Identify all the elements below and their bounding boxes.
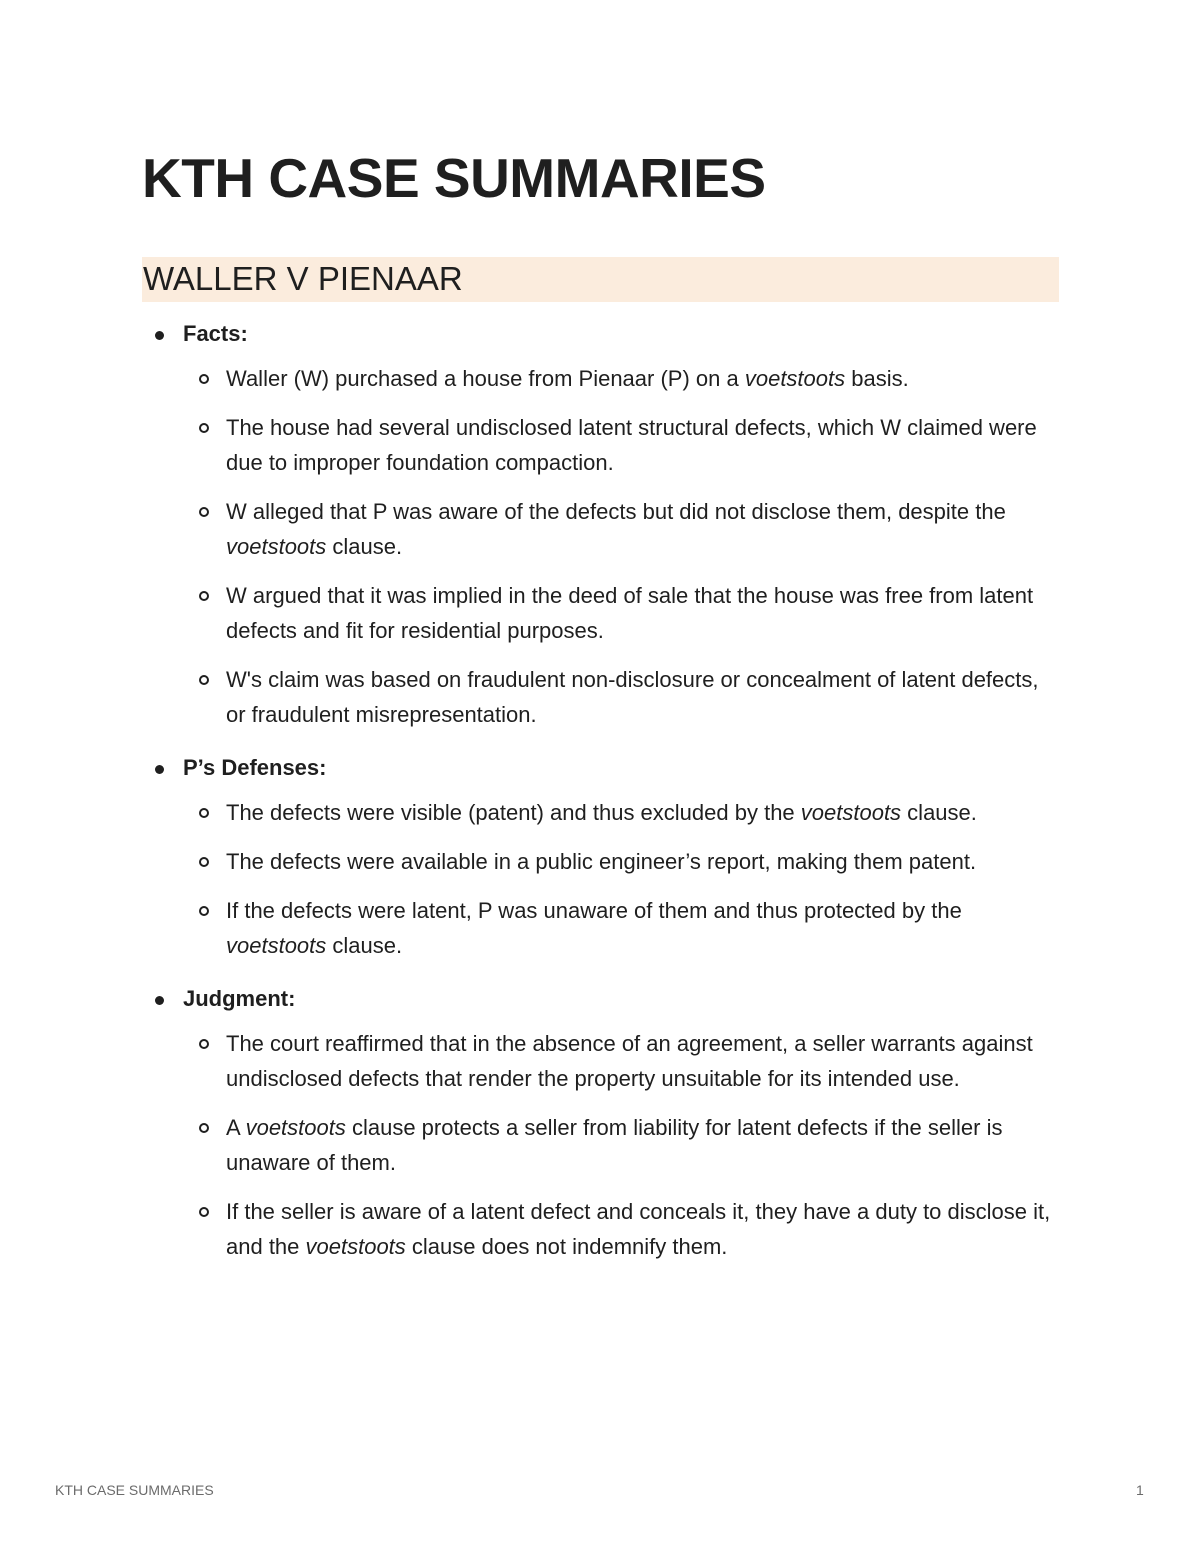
list-item [183,662,1060,732]
item-text: clause. [326,534,403,559]
section-label: Judgment: [183,986,296,1011]
section-3 [150,981,1060,1264]
hollow-bullet-icon [199,423,209,433]
section-label: P’s Defenses: [183,755,327,780]
section-item-list [183,361,1060,732]
italic-term: voetstoots [744,366,846,391]
hollow-bullet-icon [199,857,209,867]
item-text: The house had several undisclosed latent structural defects, which W claimed were due to improper foundation compaction. [226,415,1037,475]
item-text: W argued that it was implied in the deed of sale that the house was free from latent defects and fit for residential purposes. [226,583,1034,643]
list-item [183,1110,1060,1180]
hollow-bullet-icon [199,1207,209,1217]
section-1 [150,316,1060,732]
footer-page-number: 1 [1136,1482,1144,1498]
item-text: basis. [845,366,909,391]
hollow-bullet-icon [199,906,209,916]
item-text: clause protects a seller from liability for latent defects if the seller is unaware of them. [226,1115,1003,1175]
list-item [183,410,1060,480]
item-text: Waller (W) purchased a house from Pienaar (P) on a [226,366,745,391]
italic-term: voetstoots [226,534,327,559]
hollow-bullet-icon [199,507,209,517]
section-2 [150,750,1060,963]
section-item-list [183,795,1060,963]
italic-term: voetstoots [226,933,327,958]
item-text: If the seller is aware of a latent defect and conceals it, they have a duty to disclose it, and the [226,1199,1051,1259]
list-item [183,795,1060,830]
italic-term: voetstoots [800,800,902,825]
item-text: The court reaffirmed that in the absence of an agreement, a seller warrants against undisclosed defects that render the property unsuitable for its intended use. [226,1031,1033,1091]
filled-bullet-icon [155,765,164,774]
italic-term: voetstoots [245,1115,346,1140]
list-item [183,844,1060,879]
hollow-bullet-icon [199,591,209,601]
item-text: If the defects were latent, P was unaware of them and thus protected by the [226,898,962,923]
list-item [183,578,1060,648]
filled-bullet-icon [155,996,164,1005]
filled-bullet-icon [155,331,164,340]
list-item [183,1026,1060,1096]
list-item [183,361,1060,396]
item-text: The defects were available in a public engineer’s report, making them patent. [226,849,977,874]
hollow-bullet-icon [199,1123,209,1133]
list-item [183,1194,1060,1264]
footer-document-title: KTH CASE SUMMARIES [55,1482,214,1498]
list-item [183,494,1060,564]
list-item [183,893,1060,963]
case-summary-body [150,316,1060,1282]
item-text: A [226,1115,246,1140]
hollow-bullet-icon [199,374,209,384]
page-title: KTH CASE SUMMARIES [142,147,766,209]
case-title: WALLER V PIENAAR [143,260,463,297]
item-text: clause. [326,933,403,958]
hollow-bullet-icon [199,1039,209,1049]
italic-term: voetstoots [305,1234,406,1259]
item-text: W's claim was based on fraudulent non-disclosure or concealment of latent defects, or fraudulent misrepresentation. [226,667,1039,727]
item-text: clause does not indemnify them. [405,1234,728,1259]
hollow-bullet-icon [199,675,209,685]
item-text: W alleged that P was aware of the defects but did not disclose them, despite the [226,499,1006,524]
section-item-list [183,1026,1060,1264]
hollow-bullet-icon [199,808,209,818]
section-label: Facts: [183,321,248,346]
item-text: The defects were visible (patent) and thus excluded by the [226,800,801,825]
item-text: clause. [901,800,977,825]
